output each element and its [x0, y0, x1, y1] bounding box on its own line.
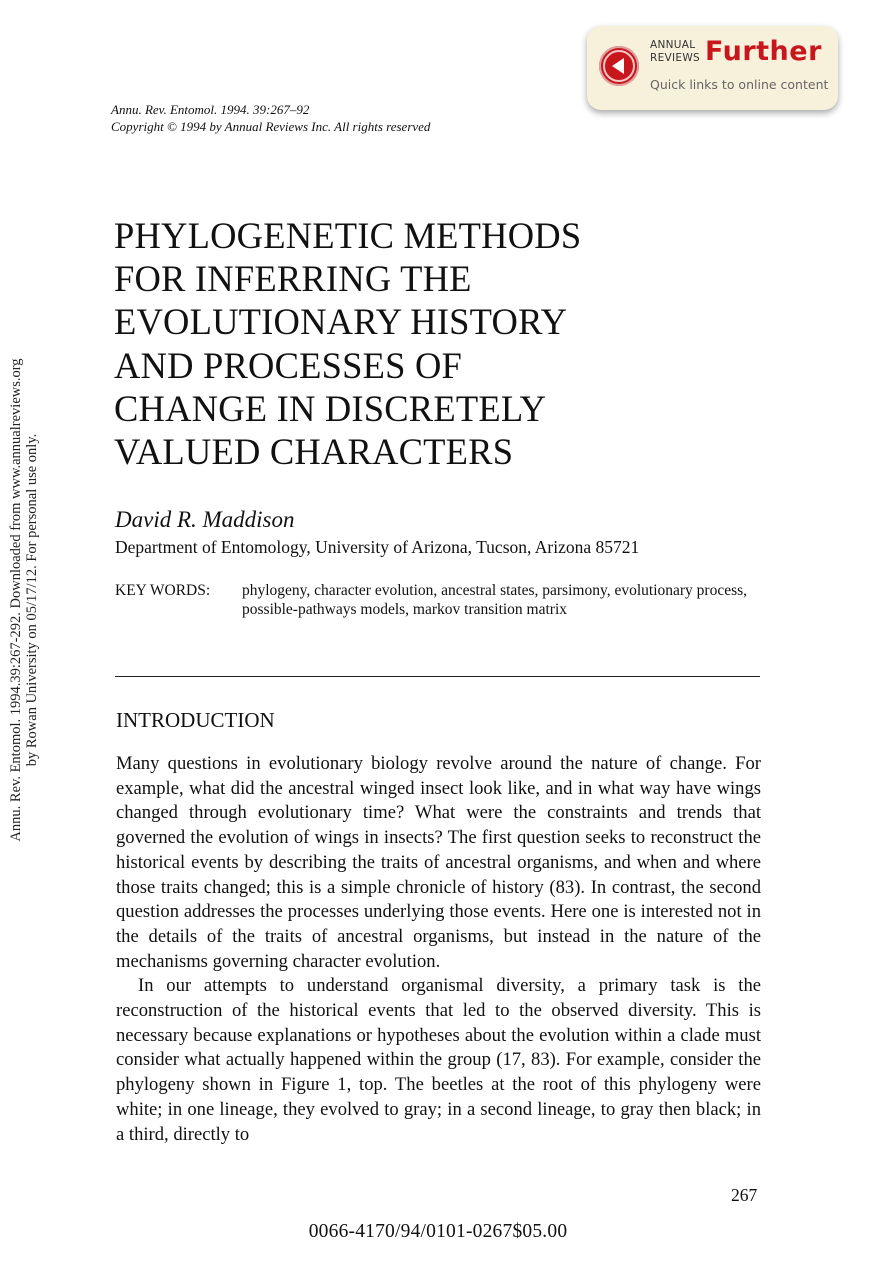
download-notice [8, 358, 40, 841]
author-affiliation: Department of Entomology, University of Arizona, Tucson, Arizona 85721 [115, 537, 640, 557]
download-notice-line2: by Rowan University on 05/17/12. For personal use only. [24, 433, 40, 767]
citation-line2: Copyright © 1994 by Annual Reviews Inc. All rights reserved [111, 119, 431, 134]
title-line: VALUED CHARACTERS [114, 431, 514, 473]
title-line: FOR INFERRING THE [114, 258, 472, 300]
download-notice-sidebar [0, 0, 48, 1275]
section-divider [115, 676, 760, 677]
badge-tagline: Quick links to online content [650, 77, 829, 92]
keywords-label: KEY WORDS: [115, 582, 211, 599]
article-title [114, 214, 634, 473]
journal-citation [111, 101, 430, 135]
title-line: CHANGE IN DISCRETELY [114, 387, 547, 429]
citation-line1: Annu. Rev. Entomol. 1994. 39:267–92 [111, 102, 310, 117]
title-line: AND PROCESSES OF [114, 344, 463, 386]
body-text [116, 752, 761, 1147]
back-arrow-icon [599, 46, 639, 86]
paragraph: In our attempts to understand organismal diversity, a primary task is the reconstruction of the historical events that led to the observed diversity. This is necessary because explanations or hypotheses about the evolution within a clade must consider what actually happened within the group (17, 83). For example, consider the phylogeny shown in Figure 1, top. The beetles at the root of this phylogeny were white; in one lineage, they evolved to gray; in a second lineage, to gray then black; in a third, directly to [116, 975, 761, 1145]
section-heading: INTRODUCTION [116, 708, 275, 732]
badge-further-label: Further [705, 36, 822, 67]
paragraph: Many questions in evolutionary biology revolve around the nature of change. For example, what did the ancestral winged insect look like, and in what way have wings changed through evolutionary time? What were the constraints and trends that governed the evolution of wings in insects? The first question seeks to reconstruct the historical events by describing the traits of ancestral organisms, and when and where those traits changed; this is a simple chronicle of history (83). In contrast, the second question addresses the processes underlying those events. Here one is interested not in the details of the traits of ancestral organisms, but instead in the nature of the mechanisms governing character evolution. [116, 753, 761, 972]
title-line: PHYLOGENETIC METHODS [114, 215, 582, 256]
author-name: David R. Maddison [115, 507, 295, 532]
document-code: 0066-4170/94/0101-0267$05.00 [308, 1221, 568, 1242]
title-line: EVOLUTIONARY HISTORY [114, 301, 568, 343]
badge-reviews-label: REVIEWS [650, 52, 700, 64]
download-notice-line1: Annu. Rev. Entomol. 1994.39:267-292. Downloaded from www.annualreviews.org [8, 358, 24, 842]
page-number: 267 [731, 1185, 758, 1205]
annual-reviews-further-badge[interactable] [587, 26, 838, 110]
badge-annual-label: ANNUAL [650, 39, 696, 51]
keywords-list: phylogeny, character evolution, ancestral states, parsimony, evolutionary process, possible-pathways models, markov transition matrix [242, 582, 748, 618]
